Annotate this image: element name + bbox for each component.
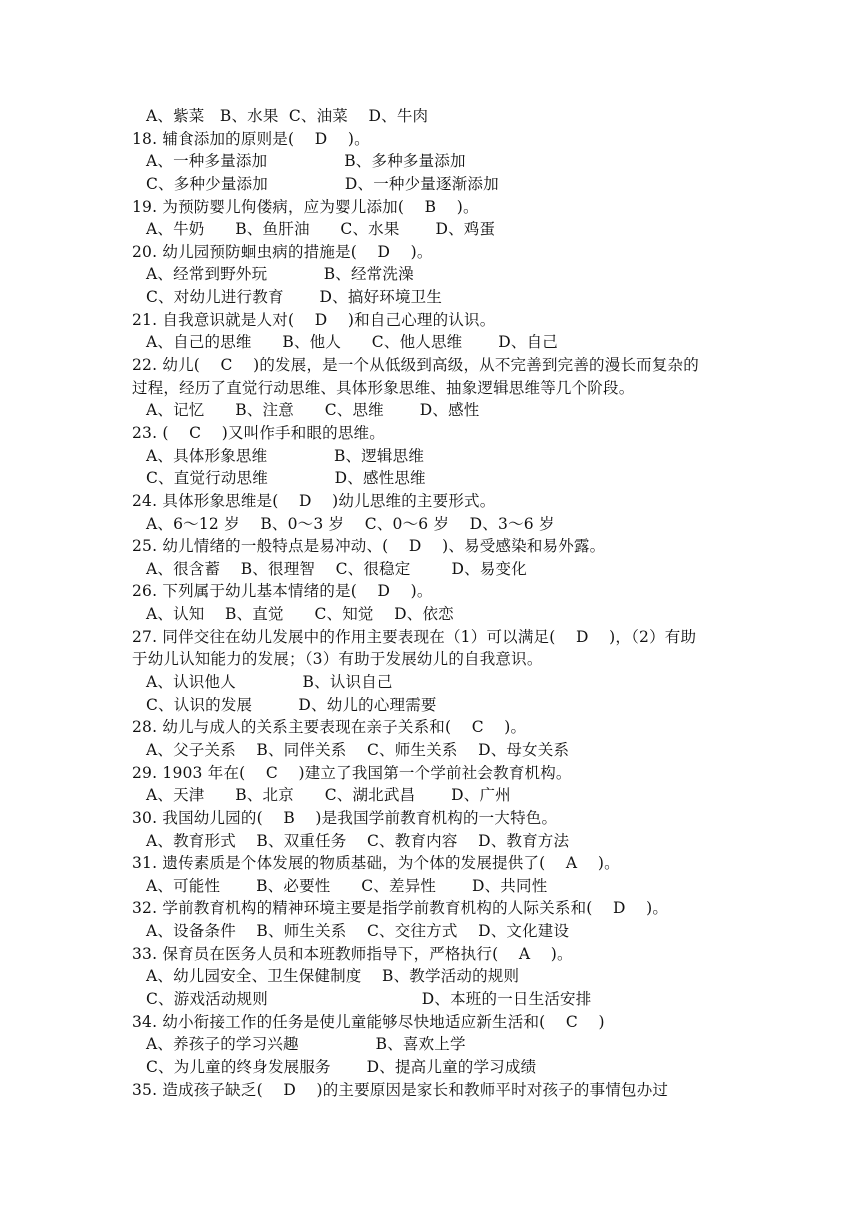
question-line: 32. 学前教育机构的精神环境主要是指学前教育机构的人际关系和( D )。 (132, 899, 669, 918)
question-line: 35. 造成孩子缺乏( D )的主要原因是家长和教师平时对孩子的事情包办过 (132, 1080, 669, 1099)
question-line: 22. 幼儿( C )的发展，是一个从低级到高级，从不完善到完善的漫长而复杂的 (132, 356, 699, 375)
document-body (132, 105, 742, 1101)
question-line: 25. 幼儿情绪的一般特点是易冲动、( D )、易受感染和易外露。 (132, 537, 606, 556)
answer-options-line: A、经常到野外玩 B、经常洗澡 (146, 265, 414, 284)
question-line: 29. 1903 年在( C )建立了我国第一个学前社会教育机构。 (132, 763, 572, 782)
answer-options-line: C、为儿童的终身发展服务 D、提高儿童的学习成绩 (146, 1057, 537, 1076)
answer-options-line: A、自己的思维 B、他人 C、他人思维 D、自己 (146, 333, 558, 352)
answer-options-line: A、很含蓄 B、很理智 C、很稳定 D、易变化 (146, 559, 527, 578)
answer-options-line: A、记忆 B、注意 C、思维 D、感性 (146, 401, 480, 420)
answer-options-line: C、游戏活动规则 D、本班的一日生活安排 (146, 989, 592, 1008)
question-line: 18. 辅食添加的原则是( D )。 (132, 129, 370, 148)
question-line: 31. 遗传素质是个体发展的物质基础，为个体的发展提供了( A )。 (132, 854, 620, 873)
answer-options-line: A、6～12 岁 B、0～3 岁 C、0～6 岁 D、3～6 岁 (146, 514, 555, 533)
answer-options-line: A、父子关系 B、同伴关系 C、师生关系 D、母女关系 (146, 740, 570, 759)
question-line: 23. ( C )又叫作手和眼的思维。 (132, 423, 385, 442)
answer-options-line: A、天津 B、北京 C、湖北武昌 D、广州 (146, 786, 511, 805)
question-line: 21. 自我意识就是人对( D )和自己心理的认识。 (132, 310, 496, 329)
answer-options-line: A、养孩子的学习兴趣 B、喜欢上学 (146, 1035, 466, 1054)
answer-options-line: A、具体形象思维 B、逻辑思维 (146, 446, 425, 465)
answer-options-line: A、可能性 B、必要性 C、差异性 D、共同性 (146, 876, 548, 895)
question-line: 30. 我国幼儿园的( B )是我国学前教育机构的一大特色。 (132, 808, 558, 827)
question-line: 34. 幼小衔接工作的任务是使儿童能够尽快地适应新生活和( C ) (132, 1012, 605, 1031)
answer-options-line: A、认知 B、直觉 C、知觉 D、依恋 (146, 605, 454, 624)
answer-options-line: A、一种多量添加 B、多种多量添加 (146, 152, 466, 171)
answer-options-line: C、认识的发展 D、幼儿的心理需要 (146, 695, 437, 714)
question-line: 20. 幼儿园预防蛔虫病的措施是( D )。 (132, 242, 433, 261)
answer-options-line: A、教育形式 B、双重任务 C、教育内容 D、教育方法 (146, 831, 570, 850)
question-line: 33. 保育员在医务人员和本班教师指导下，严格执行( A )。 (132, 944, 573, 963)
answer-options-line: A、牛奶 B、鱼肝油 C、水果 D、鸡蛋 (146, 220, 496, 239)
question-line: 过程，经历了直觉行动思维、具体形象思维、抽象逻辑思维等几个阶段。 (132, 378, 635, 397)
question-line: 28. 幼儿与成人的关系主要表现在亲子关系和( C )。 (132, 718, 527, 737)
answer-options-line: C、多种少量添加 D、一种少量逐渐添加 (146, 174, 499, 193)
answer-options-line: A、设备条件 B、师生关系 C、交往方式 D、文化建设 (146, 922, 570, 941)
answer-options-line: A、认识他人 B、认识自己 (146, 673, 393, 692)
question-line: 24. 具体形象思维是( D )幼儿思维的主要形式。 (132, 491, 496, 510)
question-line: 于幼儿认知能力的发展；（3）有助于发展幼儿的自我意识。 (132, 650, 543, 669)
answer-options-line: C、对幼儿进行教育 D、搞好环境卫生 (146, 288, 443, 307)
question-line: 27. 同伴交往在幼儿发展中的作用主要表现在（1）可以满足( D )，（2）有助 (132, 627, 697, 646)
answer-options-line: A、紫菜 B、水果 C、油菜 D、牛肉 (146, 107, 429, 125)
question-line: 26. 下列属于幼儿基本情绪的是( D )。 (132, 582, 433, 601)
answer-options-line: C、直觉行动思维 D、感性思维 (146, 469, 426, 488)
answer-options-line: A、幼儿园安全、卫生保健制度 B、教学活动的规则 (146, 967, 520, 986)
question-line: 19. 为预防婴儿佝偻病，应为婴儿添加( B )。 (132, 197, 479, 216)
